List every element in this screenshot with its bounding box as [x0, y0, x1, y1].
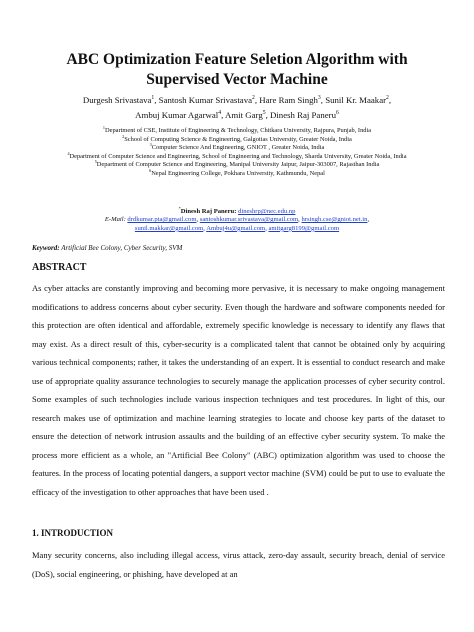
email-link[interactable]: amitgarg8199@gmail.com: [268, 224, 340, 232]
author: Ambuj Kumar Agarwal$^4$,: [135, 109, 226, 120]
affiliation: $^1$Department of CSE, Institute of Engineering & Technology, Chitkara University, Rajpura, Punjab, India: [102, 124, 372, 134]
affiliation: $^5$Department of Computer Science and Engineering, Manipal University Jaipur, Jaipur-303007, Rajasthan India: [94, 159, 380, 169]
email-link[interactable]: Ambuj4u@gmail.com: [206, 224, 266, 232]
author: Sunil Kr. Maakar$^2$,: [325, 95, 392, 105]
author: Amit Garg$^5$,: [225, 109, 270, 120]
correspondence-block: [30, 205, 444, 233]
author: Hare Ram Singh$^3$,: [259, 95, 326, 105]
author: Santosh Kumar Srivastava$^2$,: [158, 95, 260, 105]
author-list: [30, 93, 444, 122]
keywords: [32, 244, 452, 252]
emails-line-2: sunil.makkar@gmail.com, Ambuj4u@gmail.com, amitgarg8199@gmail.com: [134, 224, 340, 232]
email-link[interactable]: sunil.makkar@gmail.com: [134, 224, 204, 232]
author: Durgesh Srivastava$^1$,: [82, 95, 159, 105]
keywords-label: Keyword:: [32, 244, 60, 252]
affiliation: $^2$School of Computing Science & Engineering, Galgotias University, Greater Noida, India: [122, 133, 352, 143]
abstract-body: As cyber attacks are constantly improving and becoming more pervasive, it is necessary to make ongoing management modifications to address concerns about cyber security. Even though the hardware and software components needed for this protection are often identical and affordable, extremely specific knowledge is necessary to identify any flaws that may exist. As a direct result of this, cyber-security is a complicated talent that cannot be obtained only by acquiring various technical components; rather, it takes the understanding of an expert. It is essential to conduct research and make use of appropriate quality assurance technologies to securely manage the application processes of cyber security control. Some examples of such technologies include various inspection techniques and test procedures. In light of this, our research makes use of optimization and machine learning strategies to locate and choose key parts of the dataset to ensure the detection of network intrusion assaults and the building of an effective cyber security system. To make the process more efficient as a whole, an "Artificial Bee Colony" (ABC) optimization algorithm was used to choose the features. In the process of locating potential dangers, a support vector machine (SVM) could be put to use to evaluate the efficacy of the investigation to other approaches that have been used .: [32, 283, 445, 497]
introduction-body: Many security concerns, also including illegal access, virus attack, zero-day assault, security breach, denial of service (DoS), social engineering, or phishing, have developed at an: [32, 550, 445, 579]
title-line-1: ABC Optimization Feature Seletion Algorithm with: [66, 51, 408, 68]
abstract-heading: ABSTRACT: [32, 262, 87, 273]
introduction-heading: 1. INTRODUCTION: [32, 528, 114, 538]
affiliation: $^6$Nepal Engineering College, Pokhara University, Kathmundu, Nepal: [149, 167, 325, 177]
emails-label: E-Mail:: [104, 216, 126, 224]
affiliation: $^3$Computer Science And Engineering, GNIOT , Greater Noida, India: [149, 142, 325, 152]
corresponding-email-link[interactable]: dineshrp@nec.edu.np: [238, 208, 296, 215]
corresponding-author: *Dinesh Raj Paneru: dineshrp@nec.edu.np: [178, 205, 296, 215]
paper-title: [0, 50, 474, 89]
authors-line-1: [30, 93, 444, 108]
affiliations: [20, 124, 454, 179]
keywords-text: Artificial Bee Colony, Cyber Security, SVM: [61, 244, 183, 252]
email-link[interactable]: santoshkumar.srivastava@gmail.com: [199, 216, 299, 224]
authors-line-2: [30, 108, 444, 123]
email-link[interactable]: hrsingh.cse@gniot.net.in: [301, 216, 368, 224]
title-line-2: Supervised Vector Machine: [146, 70, 328, 88]
author: Dinesh Raj Paneru$^6$: [270, 109, 339, 120]
email-link[interactable]: drdkumar.pta@gmail.com: [127, 216, 197, 224]
affiliation: $^4$Department of Computer Science and Engineering, School of Engineering and Technology, Sharda University, Greater Noida, India: [67, 150, 407, 160]
emails-line-1: E-Mail: drdkumar.pta@gmail.com, santoshkumar.srivastava@gmail.com, hrsingh.cse@gniot.net.in,: [104, 216, 370, 224]
